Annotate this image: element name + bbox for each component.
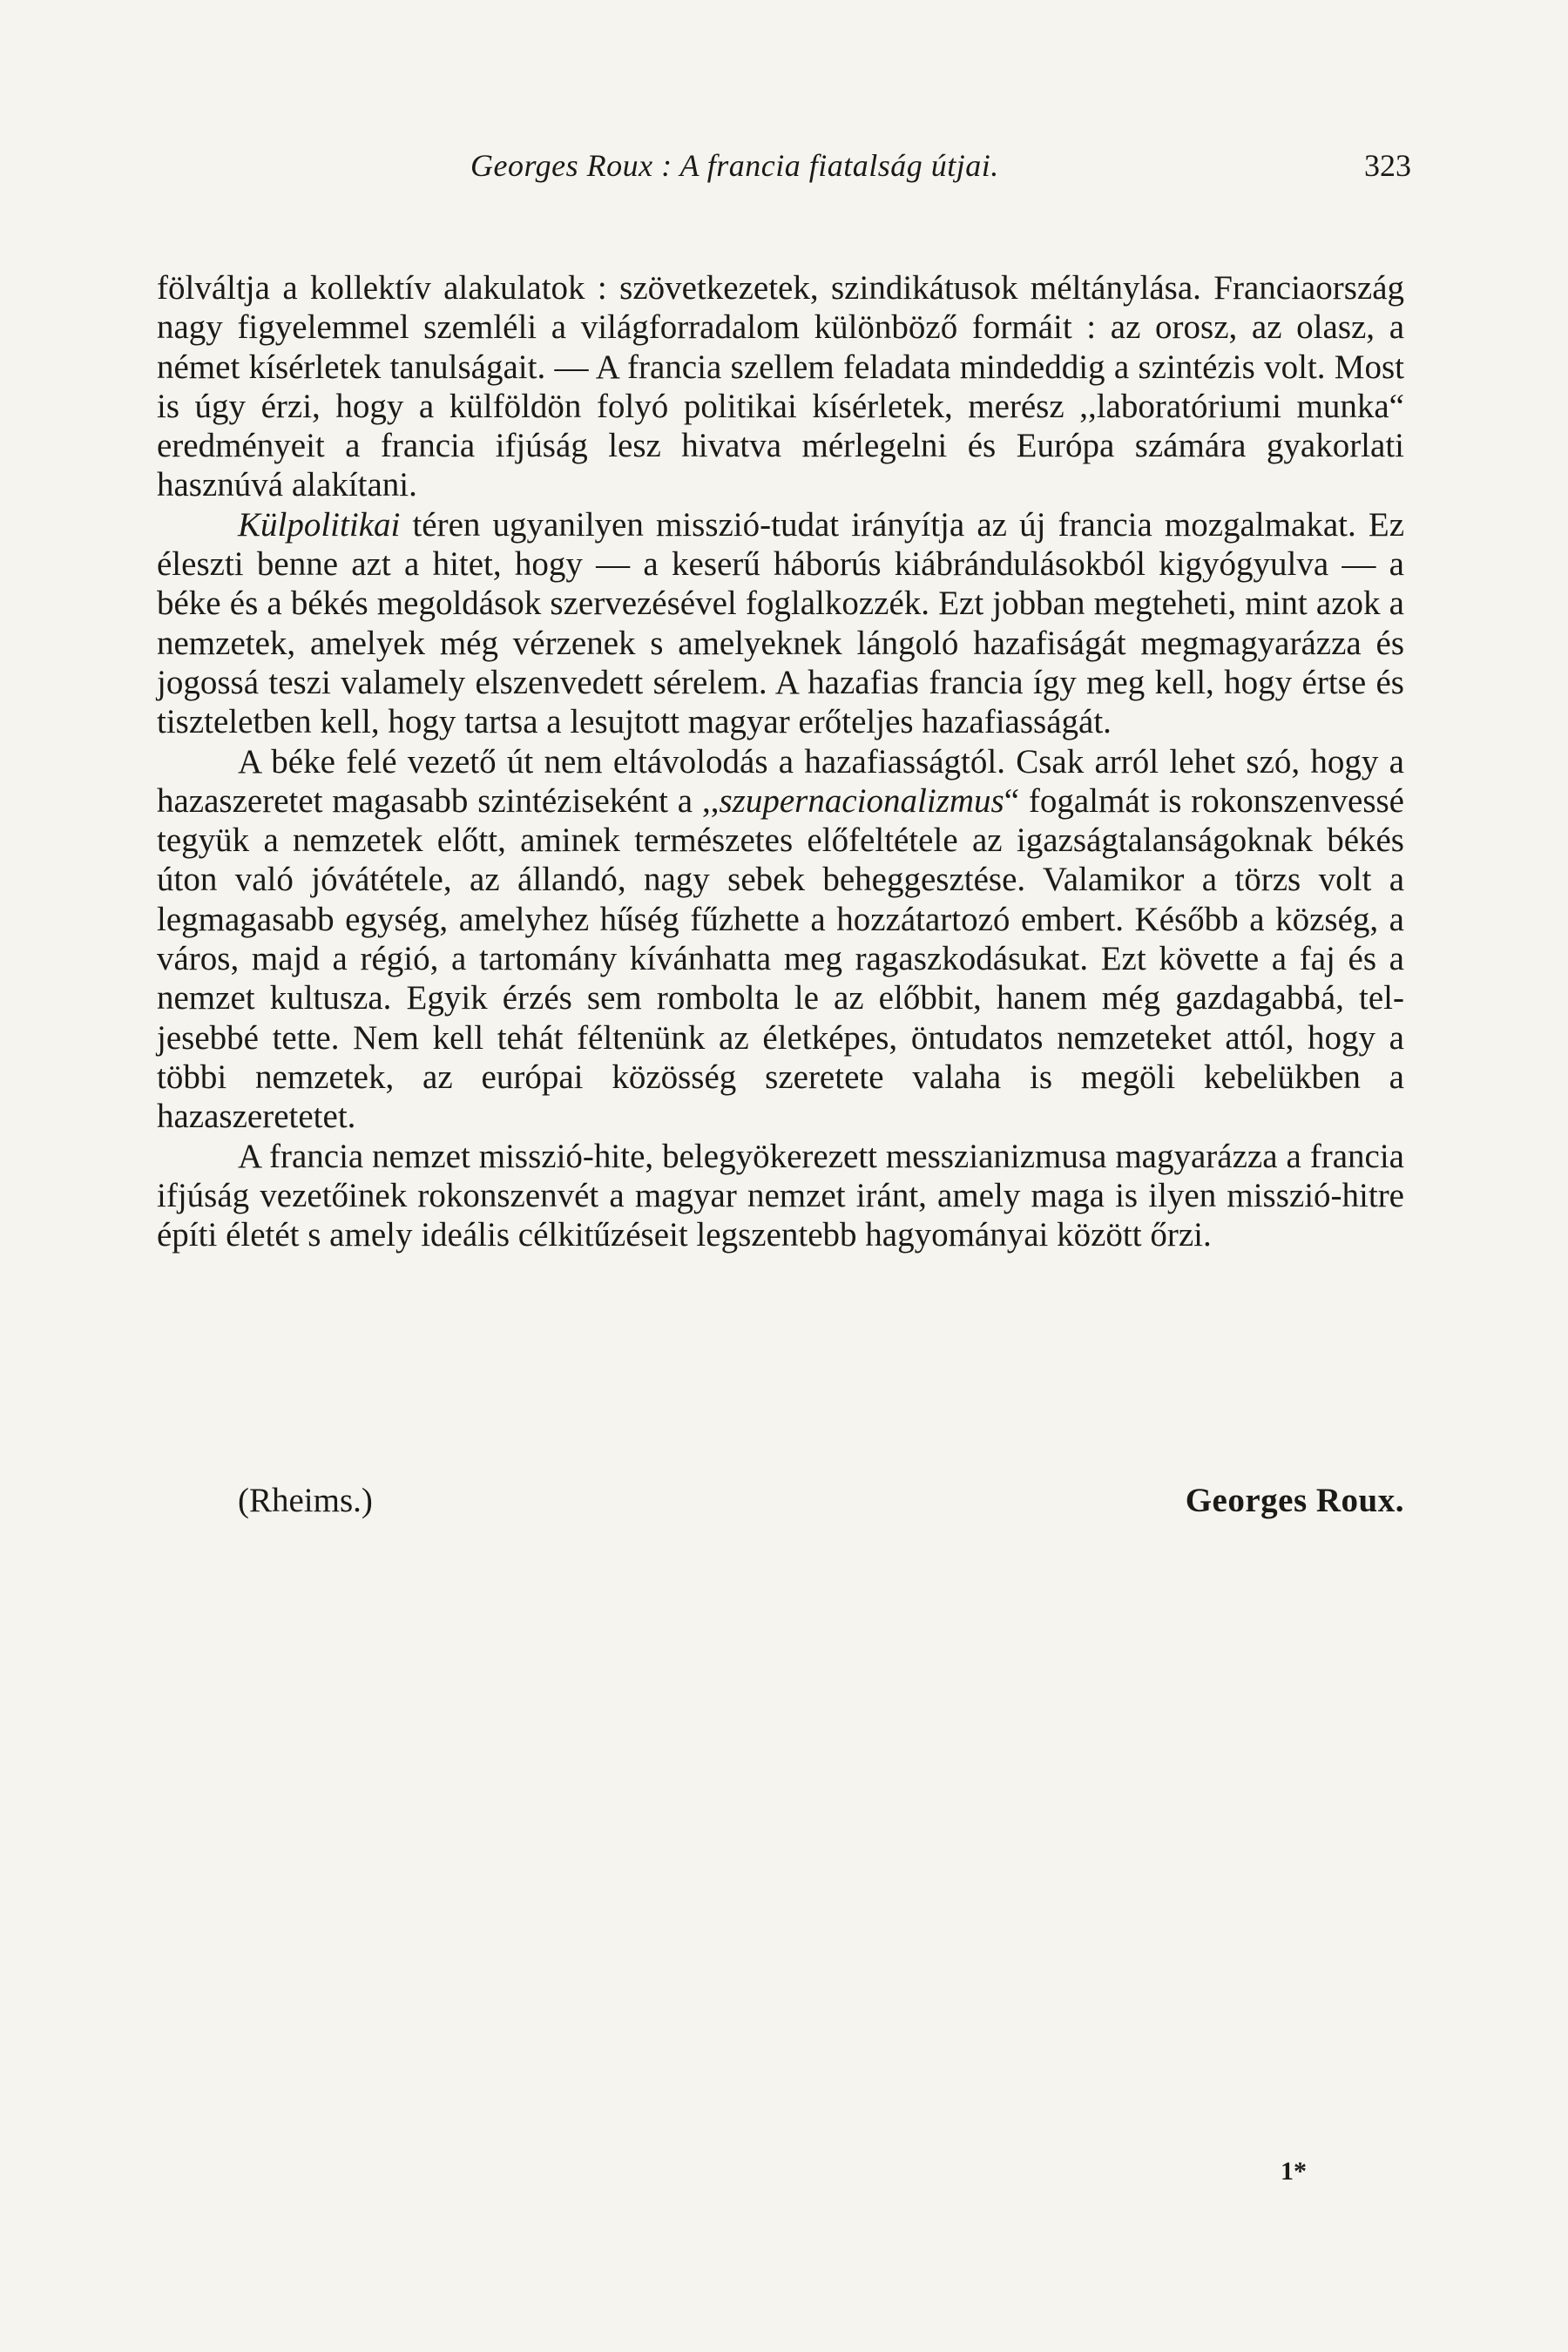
paragraph: [157, 742, 1404, 1137]
paragraph: [157, 1137, 1404, 1255]
signature-place: (Rheims.): [238, 1482, 373, 1519]
text-run: “ fogalmát is rokonszenvessé tegyük a nemzetek előtt, aminek természetes előfeltétele az igazságtalanságoknak békés úton való jóvátétele, az állandó, nagy sebek beheggesztése. Valamikor a törzs volt a legmagasabb egység, amelyhez hűség fűzhette a hozzátartozó embert. Később a község, a város, majd a régió, a tartomány kívánhatta meg ragaszkodásukat. Ezt követte a faj és a nemzet kultusza. Egyik érzés sem rombolta le az előbbit, hanem még gazdagabbá, teljesebbé tette. Nem kell tehát féltenünk az életképes, öntudatos nemzeteket attól, hogy a többi nemzetek, az európai közösség szeretete valaha is megöli kebelükben a hazaszeretetet.: [157, 781, 1404, 1136]
page-number: 323: [1364, 148, 1411, 183]
text-run: fölváltja a kollektív alakulatok : szövetkezetek, szindikátusok méltánylása. Franciaország nagy figyelemmel szemléli a világforradalom különböző formáit : az orosz, az olasz, a német kísérletek tanulságait. — A francia szellem feladata mindeddig a szintézis volt. Most is úgy érzi, hogy a külföldön folyó politikai kísérletek, merész ,,laboratóriumi munka“ eredményeit a francia ifjúság lesz hivatva mérlegelni és Európa számára gyakorlati hasznúvá alakítani.: [157, 269, 1404, 504]
text-run: A francia nemzet misszió-hite, belegyökerezett messzianizmusa magyarázza a francia ifjúság vezetőinek rokonszenvét a magyar nemzet iránt, amely maga is ilyen misszió-hitre építi életét s amely ideális célkitűzéseit legszentebb hagyományai között őrzi.: [157, 1137, 1404, 1254]
italic-phrase: szupernacionalizmus: [719, 781, 1004, 820]
running-title: Georges Roux : A francia fiatalság útjai.: [470, 148, 999, 183]
paragraph: [157, 268, 1404, 505]
italic-phrase: Külpolitikai: [238, 505, 401, 544]
signature-author: Georges Roux.: [1185, 1482, 1404, 1519]
paragraph: [157, 505, 1404, 742]
text-run: téren ugyanilyen misszió-tudat irányítja az új francia mozgalmakat. Ez éleszti benne azt a hitet, hogy — a keserű háborús kiábrándulásokból kigyógyulva — a béke és a békés megoldások szervezésével foglalkozzék. Ezt jobban megteheti, mint azok a nemzetek, amelyek még vérzenek s amelyeknek lángoló hazafiságát megmagyarázza és jogossá teszi valamely elszenvedett sérelem. A hazafias francia így meg kell, hogy értse és tiszteletben kell, hogy tartsa a lesujtott magyar erőteljes hazafiasságát.: [157, 505, 1404, 741]
article-body: [157, 268, 1404, 1254]
text-run: A béke felé vezető út nem eltávolodás a hazafiasságtól. Csak arról lehet szó, hogy a hazaszeretet magasabb szintéziseként a ,,: [157, 742, 1404, 820]
printer-signature-mark: 1*: [1281, 2157, 1307, 2186]
